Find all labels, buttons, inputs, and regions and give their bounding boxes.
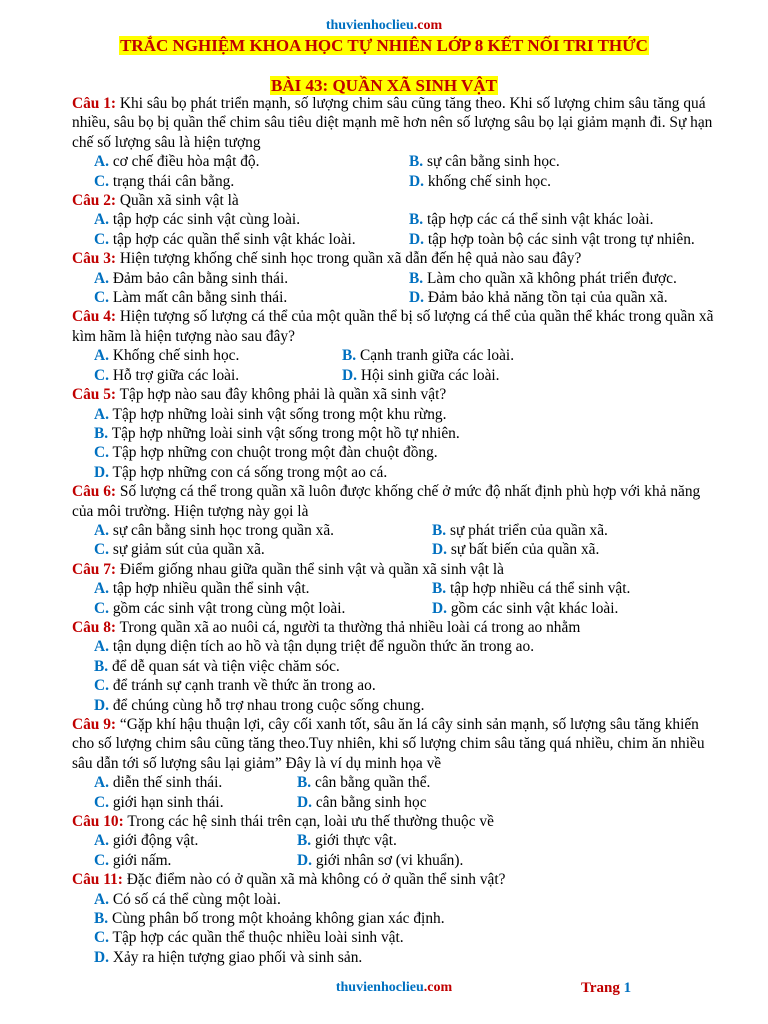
- option-text: Có số cá thể cùng một loài.: [112, 890, 281, 908]
- option-text: Khống chế sinh học.: [112, 347, 240, 365]
- document-title-text: TRẮC NGHIỆM KHOA HỌC TỰ NHIÊN LỚP 8 KẾT NỐI TRI THỨC: [120, 36, 648, 55]
- option-text: để tránh sự cạnh tranh về thức ăn trong ao.: [112, 677, 376, 695]
- option-text: Tập hợp những loài sinh vật sống trong một hồ tự nhiên.: [111, 424, 460, 442]
- answer-options: [72, 210, 724, 249]
- answer-option: [94, 405, 724, 424]
- option-letter: A.: [94, 832, 109, 850]
- question-text: Trong quần xã ao nuôi cá, người ta thường thả nhiều loài cá trong ao nhằm: [119, 618, 581, 636]
- question-number: Câu 5:: [72, 386, 117, 404]
- answer-option: [94, 657, 724, 676]
- option-text: tập hợp các sinh vật cùng loài.: [112, 211, 301, 229]
- option-text: tập hợp các quần thể sinh vật khác loài.: [112, 230, 356, 248]
- answer-option: [94, 230, 409, 249]
- option-letter: D.: [94, 948, 109, 966]
- option-text: trạng thái cân bằng.: [112, 172, 235, 190]
- option-text: Cùng phân bố trong một khoảng không gian xác định.: [111, 910, 445, 928]
- answer-option: [94, 152, 409, 171]
- answer-option: [94, 521, 432, 540]
- answer-option: [94, 793, 297, 812]
- option-text: giới động vật.: [112, 832, 199, 850]
- answer-option: [342, 366, 724, 385]
- question-number: Câu 3:: [72, 250, 117, 268]
- option-text: khống chế sinh học.: [427, 172, 551, 190]
- option-letter: A.: [94, 521, 109, 539]
- answer-option: [94, 210, 409, 229]
- option-text: cân bằng quần thể.: [314, 774, 431, 792]
- question-text: “Gặp khí hậu thuận lợi, cây cối xanh tốt, sâu ăn lá cây sinh sản mạnh, số lượng sâu tăng khiến cho số lượng chim sâu cũng tăng theo.Tuy nhiên, khi số lượng chim sâu tăng quá nhiều, chim ăn nhiều sâu dẫn tới số lượng sâu lại giảm” Đây là ví dụ minh họa về: [72, 716, 705, 772]
- answer-option: [432, 599, 724, 618]
- answer-option: [94, 599, 432, 618]
- answer-option: [94, 696, 724, 715]
- option-text: Tập hợp những con cá sống trong một ao cá.: [112, 463, 388, 481]
- option-text: cân bằng sinh học: [315, 793, 427, 811]
- answer-option: [94, 579, 432, 598]
- option-text: tập hợp nhiều quần thể sinh vật.: [112, 580, 310, 598]
- answer-option: [94, 463, 724, 482]
- question-number: Câu 9:: [72, 716, 117, 733]
- answer-options: [72, 579, 724, 618]
- answer-option: [297, 851, 724, 870]
- question-6: [72, 482, 724, 521]
- option-text: Làm mất cân bằng sinh thái.: [112, 289, 288, 307]
- question-7: [72, 560, 724, 579]
- answer-option: [94, 928, 724, 947]
- site-name: thuvienhoclieu: [325, 18, 414, 33]
- option-letter: B.: [94, 424, 109, 442]
- option-text: sự giảm sút của quần xã.: [112, 541, 265, 559]
- option-text: sự bất biến của quần xã.: [450, 541, 600, 559]
- option-letter: D.: [342, 366, 357, 384]
- question-number: Câu 10:: [72, 813, 124, 831]
- answer-option: [94, 851, 297, 870]
- answer-option: [94, 831, 297, 850]
- question-list: [72, 94, 724, 967]
- option-letter: C.: [94, 172, 109, 190]
- answer-option: [409, 288, 724, 307]
- option-letter: D.: [297, 851, 312, 869]
- option-text: sự cân bằng sinh học trong quần xã.: [112, 521, 335, 539]
- answer-options: [72, 152, 724, 191]
- option-letter: A.: [94, 890, 109, 908]
- option-letter: D.: [297, 793, 312, 811]
- option-letter: C.: [94, 793, 109, 811]
- site-domain: .com: [413, 18, 443, 33]
- option-letter: D.: [409, 289, 424, 307]
- option-letter: C.: [94, 599, 109, 617]
- option-text: Cạnh tranh giữa các loài.: [359, 347, 515, 365]
- option-text: Xảy ra hiện tượng giao phối và sinh sản.: [112, 948, 363, 966]
- option-text: Hội sinh giữa các loài.: [360, 366, 500, 384]
- option-letter: C.: [94, 289, 109, 307]
- answer-options: [72, 269, 724, 308]
- option-letter: D.: [409, 230, 424, 248]
- answer-option: [409, 269, 724, 288]
- answer-option: [432, 521, 724, 540]
- option-letter: A.: [94, 347, 109, 365]
- question-9: [72, 715, 724, 773]
- answer-options: [72, 773, 724, 812]
- answer-option: [94, 676, 724, 695]
- option-letter: A.: [94, 153, 109, 171]
- option-letter: A.: [94, 580, 109, 598]
- answer-options: [72, 346, 724, 385]
- option-text: Hỗ trợ giữa các loài.: [112, 366, 240, 384]
- answer-option: [94, 540, 432, 559]
- option-text: cơ chế điều hòa mật độ.: [112, 153, 260, 171]
- answer-option: [409, 152, 724, 171]
- question-1: [72, 94, 724, 152]
- document-title: [0, 36, 768, 56]
- answer-option: [297, 773, 724, 792]
- lesson-heading-text: BÀI 43: QUẦN XÃ SINH VẬT: [271, 76, 497, 95]
- question-number: Câu 11:: [72, 871, 123, 889]
- option-letter: C.: [94, 851, 109, 869]
- option-text: gồm các sinh vật trong cùng một loài.: [112, 599, 346, 617]
- option-text: sự cân bằng sinh học.: [426, 153, 560, 171]
- option-text: Tập hợp các quần thể thuộc nhiều loài sinh vật.: [112, 929, 404, 947]
- answer-option: [94, 424, 724, 443]
- answer-option: [94, 637, 724, 656]
- option-letter: B.: [409, 269, 424, 287]
- option-letter: B.: [432, 580, 447, 598]
- option-text: Tập hợp những con chuột trong một đàn chuột đồng.: [112, 444, 438, 462]
- question-8: [72, 618, 724, 637]
- answer-option: [94, 288, 409, 307]
- option-letter: A.: [94, 638, 109, 656]
- answer-option: [94, 909, 724, 928]
- question-text: Khi sâu bọ phát triển mạnh, số lượng chim sâu cũng tăng theo. Khi số lượng chim sâu tăng quá nhiều, sâu bọ bị quần thể chim sâu tiêu diệt mạnh mẽ hơn nên số lượng sâu bọ lại giảm mạnh đi. Sự hạn chế số lượng sâu là hiện tượng: [72, 95, 713, 151]
- option-letter: C.: [94, 541, 109, 559]
- footer-site-domain: .com: [423, 980, 453, 995]
- answer-options: [72, 890, 724, 968]
- option-letter: A.: [94, 774, 109, 792]
- question-number: Câu 8:: [72, 618, 117, 636]
- option-text: Đảm bảo khả năng tồn tại của quần xã.: [427, 289, 668, 307]
- answer-option: [94, 172, 409, 191]
- option-text: để dễ quan sát và tiện việc chăm sóc.: [111, 657, 340, 675]
- question-2: [72, 191, 724, 210]
- site-header: [0, 18, 768, 34]
- option-text: Làm cho quần xã không phát triển được.: [426, 269, 677, 287]
- option-letter: B.: [342, 347, 357, 365]
- question-5: [72, 385, 724, 404]
- answer-option: [94, 269, 409, 288]
- question-number: Câu 7:: [72, 560, 117, 578]
- answer-options: [72, 405, 724, 483]
- option-text: giới hạn sinh thái.: [112, 793, 224, 811]
- option-text: tập hợp các cá thể sinh vật khác loài.: [426, 211, 654, 229]
- option-letter: C.: [94, 230, 109, 248]
- lesson-heading: [0, 76, 768, 96]
- question-text: Hiện tượng khống chế sinh học trong quần xã dẫn đến hệ quả nào sau đây?: [119, 250, 582, 268]
- answer-option: [342, 346, 724, 365]
- question-number: Câu 1:: [72, 95, 117, 112]
- question-text: Trong các hệ sinh thái trên cạn, loài ưu thế thường thuộc về: [127, 813, 494, 831]
- answer-options: [72, 831, 724, 870]
- answer-option: [94, 443, 724, 462]
- option-letter: A.: [94, 211, 109, 229]
- question-number: Câu 2:: [72, 192, 117, 210]
- option-letter: C.: [94, 444, 109, 462]
- option-letter: D.: [432, 599, 447, 617]
- question-text: Tập hợp nào sau đây không phải là quần xã sinh vật?: [119, 386, 447, 404]
- option-text: Tập hợp những loài sinh vật sống trong một khu rừng.: [112, 405, 447, 423]
- option-letter: D.: [94, 463, 109, 481]
- question-number: Câu 6:: [72, 483, 117, 501]
- option-letter: B.: [297, 774, 312, 792]
- option-letter: D.: [94, 696, 109, 714]
- question-text: Điểm giống nhau giữa quần thể sinh vật và quần xã sinh vật là: [119, 560, 504, 578]
- answer-option: [409, 172, 724, 191]
- option-letter: A.: [94, 405, 109, 423]
- answer-option: [94, 948, 724, 967]
- option-text: Đảm bảo cân bằng sinh thái.: [112, 269, 289, 287]
- option-letter: C.: [94, 677, 109, 695]
- answer-options: [72, 637, 724, 715]
- page-number: [581, 980, 631, 997]
- option-letter: B.: [297, 832, 312, 850]
- footer-site-name: thuvienhoclieu: [335, 980, 424, 995]
- option-letter: B.: [409, 153, 424, 171]
- option-letter: D.: [409, 172, 424, 190]
- question-text: Hiện tượng số lượng cá thể của một quần thể bị số lượng cá thể của quần thể khác trong quần xã kìm hãm là hiện tượng nào sau đây?: [72, 308, 714, 345]
- question-text: Quần xã sinh vật là: [119, 192, 239, 210]
- option-text: gồm các sinh vật khác loài.: [450, 599, 619, 617]
- option-text: giới nấm.: [112, 851, 172, 869]
- answer-option: [409, 210, 724, 229]
- option-text: để chúng cùng hỗ trợ nhau trong cuộc sống chung.: [112, 696, 425, 714]
- answer-option: [94, 346, 342, 365]
- answer-option: [94, 890, 724, 909]
- question-4: [72, 307, 724, 346]
- answer-option: [297, 793, 724, 812]
- option-letter: C.: [94, 366, 109, 384]
- option-text: giới thực vật.: [314, 832, 397, 850]
- option-letter: C.: [94, 929, 109, 947]
- question-number: Câu 4:: [72, 308, 117, 326]
- option-text: diễn thế sinh thái.: [112, 774, 223, 792]
- page-label: Trang: [581, 980, 620, 996]
- option-text: tận dụng diện tích ao hồ và tận dụng triệt để nguồn thức ăn trong ao.: [112, 638, 535, 656]
- question-10: [72, 812, 724, 831]
- site-footer: [0, 980, 768, 996]
- answer-option: [432, 579, 724, 598]
- option-letter: B.: [94, 910, 109, 928]
- question-3: [72, 249, 724, 268]
- question-11: [72, 870, 724, 889]
- answer-option: [409, 230, 724, 249]
- answer-option: [94, 366, 342, 385]
- question-text: Số lượng cá thể trong quần xã luôn được khống chế ở mức độ nhất định phù hợp với khả năng của môi trường. Hiện tượng này gọi là: [72, 483, 701, 520]
- option-letter: B.: [409, 211, 424, 229]
- option-letter: D.: [432, 541, 447, 559]
- option-text: tập hợp nhiều cá thể sinh vật.: [449, 580, 631, 598]
- answer-option: [94, 773, 297, 792]
- answer-option: [297, 831, 724, 850]
- option-text: giới nhân sơ (vi khuẩn).: [315, 851, 464, 869]
- option-letter: B.: [94, 657, 109, 675]
- answer-options: [72, 521, 724, 560]
- page-number-value: 1: [623, 980, 632, 996]
- option-letter: B.: [432, 521, 447, 539]
- option-text: sự phát triển của quần xã.: [449, 521, 608, 539]
- question-text: Đặc điểm nào có ở quần xã mà không có ở quần thể sinh vật?: [126, 871, 506, 889]
- answer-option: [432, 540, 724, 559]
- option-text: tập hợp toàn bộ các sinh vật trong tự nhiên.: [427, 230, 695, 248]
- option-letter: A.: [94, 269, 109, 287]
